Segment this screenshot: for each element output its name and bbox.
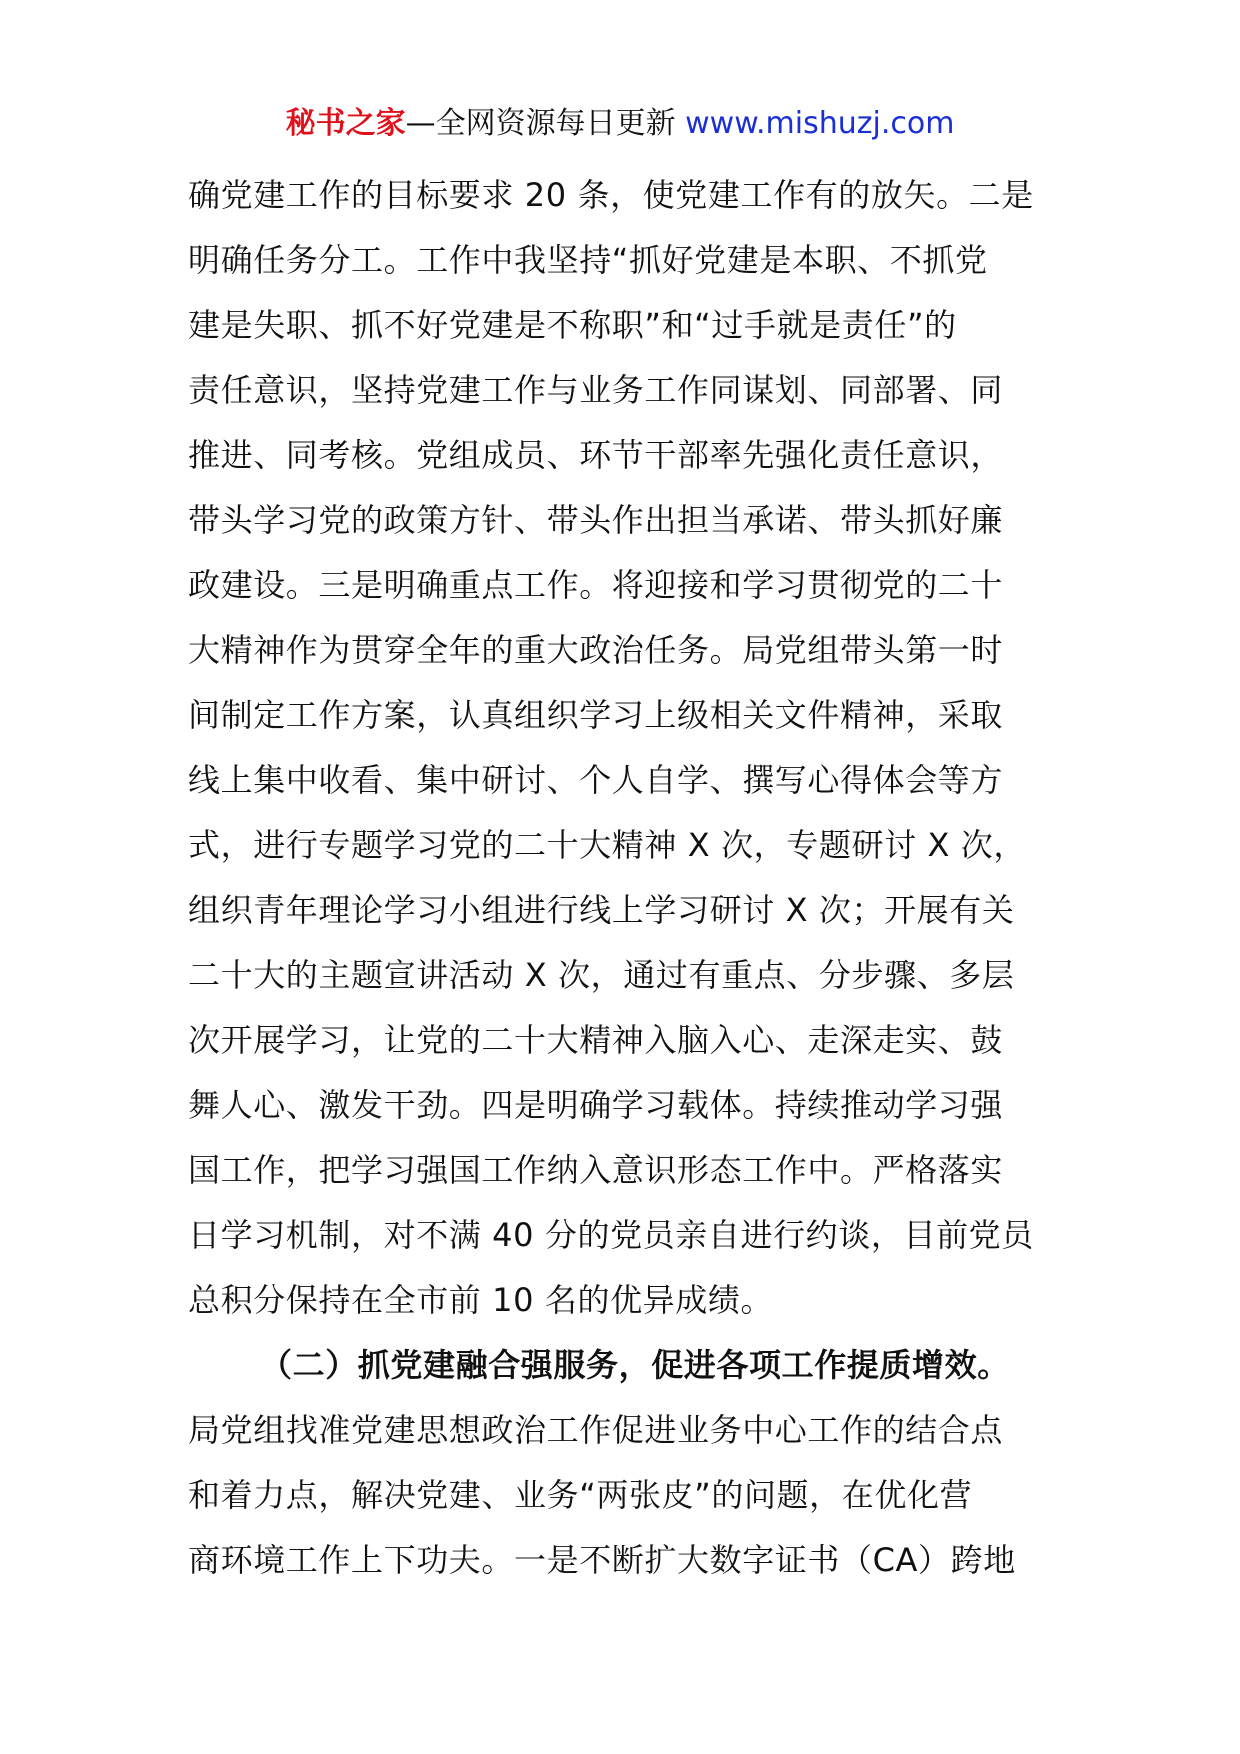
document-body <box>188 163 1058 1593</box>
site-header <box>0 102 1240 146</box>
header-tagline: —全网资源每日更新 <box>405 106 686 141</box>
text-line: 责任意识，坚持党建工作与业务工作同谋划、同部署、同 <box>188 371 1004 409</box>
site-url-link[interactable]: www.mishuzj.com <box>685 106 955 141</box>
text-line: 舞人心、激发干劲。四是明确学习载体。持续推动学习强 <box>188 1086 1004 1124</box>
text-line: 国工作，把学习强国工作纳入意识形态工作中。严格落实 <box>188 1151 1004 1189</box>
brand-name: 秘书之家 <box>285 106 406 141</box>
text-line: 间制定工作方案，认真组织学习上级相关文件精神，采取 <box>188 696 1004 734</box>
text-line: 和着力点，解决党建、业务“两张皮”的问题，在优化营 <box>188 1476 973 1514</box>
text-line: 总积分保持在全市前 10 名的优异成绩。 <box>188 1281 774 1319</box>
text-line: 二十大的主题宣讲活动 X 次，通过有重点、分步骤、多层 <box>188 956 1015 994</box>
text-line: 带头学习党的政策方针、带头作出担当承诺、带头抓好廉 <box>188 501 1004 539</box>
text-line: 组织青年理论学习小组进行线上学习研讨 X 次；开展有关 <box>188 891 1015 929</box>
text-line: 局党组找准党建思想政治工作促进业务中心工作的结合点 <box>188 1411 1004 1449</box>
text-line: 线上集中收看、集中研讨、个人自学、撰写心得体会等方 <box>188 761 1004 799</box>
text-line: 日学习机制，对不满 40 分的党员亲自进行约谈，目前党员 <box>188 1216 1034 1254</box>
text-line: 推进、同考核。党组成员、环节干部率先强化责任意识， <box>188 436 1004 474</box>
text-line: 政建设。三是明确重点工作。将迎接和学习贯彻党的二十 <box>188 566 1004 604</box>
text-line: 商环境工作上下功夫。一是不断扩大数字证书（CA）跨地 <box>188 1541 1016 1579</box>
text-line: 明确任务分工。工作中我坚持“抓好党建是本职、不抓党 <box>188 241 988 279</box>
section-heading: （二）抓党建融合强服务，促进各项工作提质增效。 <box>260 1346 1010 1384</box>
text-line: 大精神作为贯穿全年的重大政治任务。局党组带头第一时 <box>188 631 1004 669</box>
text-line: 式，进行专题学习党的二十大精神 X 次，专题研讨 X 次， <box>188 826 1026 864</box>
text-line: 确党建工作的目标要求 20 条，使党建工作有的放矢。二是 <box>188 176 1034 214</box>
text-line: 建是失职、抓不好党建是不称职”和“过手就是责任”的 <box>188 306 957 344</box>
text-line: 次开展学习，让党的二十大精神入脑入心、走深走实、鼓 <box>188 1021 1004 1059</box>
